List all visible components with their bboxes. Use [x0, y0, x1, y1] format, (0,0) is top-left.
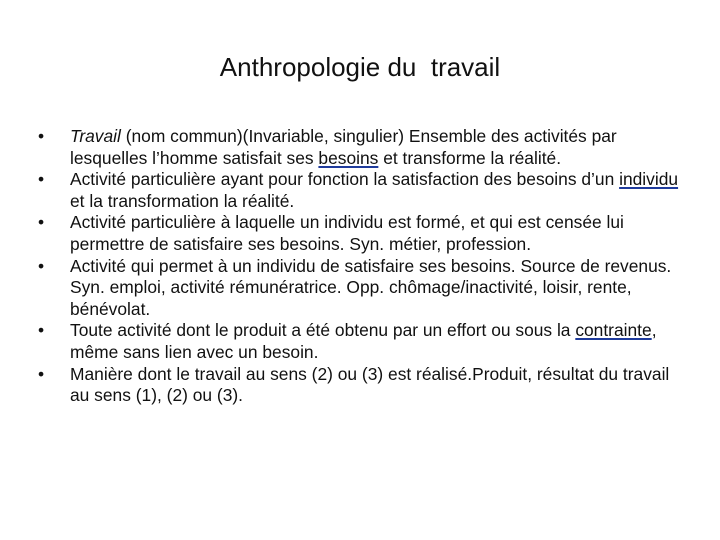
list-item [38, 320, 688, 363]
link-besoins[interactable]: besoins [318, 147, 379, 168]
definition-text: , même sans lien avec un besoin. [70, 320, 657, 362]
slide-title: Anthropologie du travail [219, 52, 501, 82]
definition-text: et la transformation la réalité. [70, 190, 295, 211]
definition-text: (nom commun)(Invariable, singulier) Ensemble des activités par lesquelles l’homme satisfait ses [70, 126, 617, 168]
bullet-icon: • [38, 126, 45, 146]
bullet-icon: • [38, 255, 45, 276]
definition-text: Activité particulière ayant pour fonction la satisfaction des besoins d’un [70, 169, 620, 190]
list-item [38, 169, 688, 212]
bullet-icon: • [38, 169, 45, 190]
definition-list [38, 126, 688, 407]
list-item [38, 256, 688, 321]
definition-text: Activité particulière à laquelle un individu est formé, et qui est censée lui permettre de satisfaire ses besoins. Syn. métier, profession. [70, 212, 624, 254]
link-individu[interactable]: individu [619, 169, 679, 190]
definition-text: Toute activité dont le produit a été obtenu par un effort ou sous la [70, 320, 576, 341]
definition-text: Manière dont le travail au sens (2) ou (3) est réalisé.Produit, résultat du travail au sens (1), (2) ou (3). [70, 363, 670, 406]
definition-text: et transforme la réalité. [378, 147, 562, 168]
term-label: Travail [70, 126, 121, 146]
bullet-icon: • [38, 320, 45, 341]
list-item [38, 126, 688, 169]
bullet-icon: • [38, 212, 45, 233]
list-item [38, 212, 688, 255]
definition-text: Activité qui permet à un individu de satisfaire ses besoins. Source de revenus. Syn. emploi, activité rémunératrice. Opp. chômage/inactivité, loisir, rente, bénévolat. [70, 255, 672, 319]
list-item [38, 364, 688, 407]
link-contrainte[interactable]: contrainte [575, 320, 652, 341]
bullet-icon: • [38, 363, 45, 384]
